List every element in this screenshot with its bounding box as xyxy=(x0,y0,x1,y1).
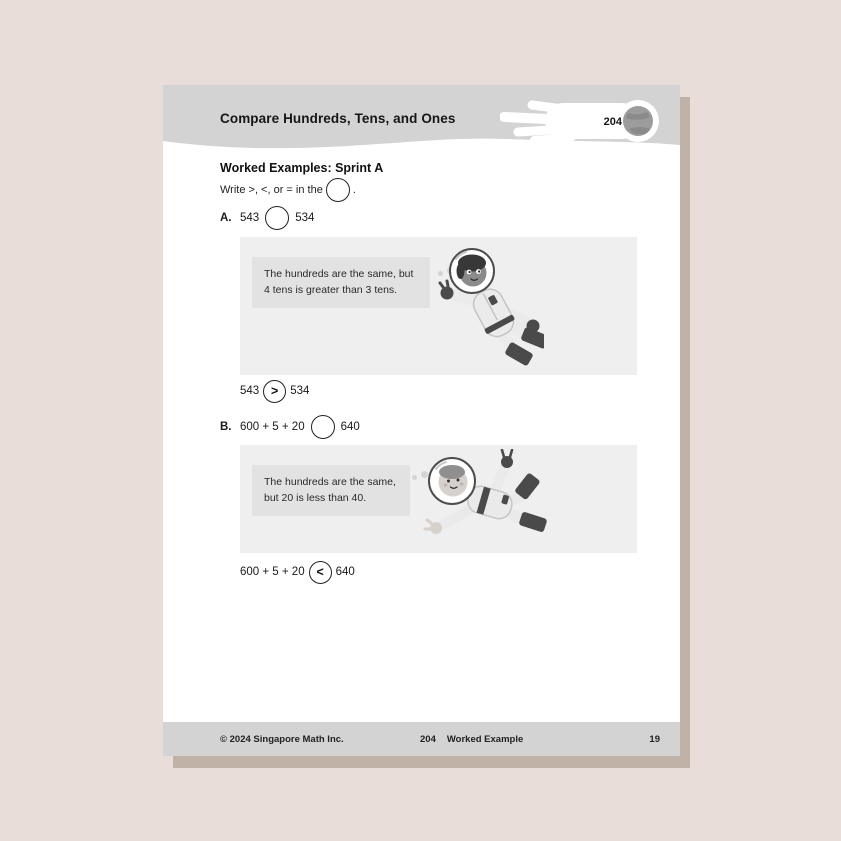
problem-a-left-value: 543 xyxy=(240,212,260,224)
problem-b-row xyxy=(220,413,360,441)
answer-a-symbol-circle xyxy=(263,380,286,403)
instruction-period: . xyxy=(352,184,356,196)
answer-b-left-value: 600 + 5 + 20 xyxy=(240,566,305,578)
footer-center-number: 204 xyxy=(420,734,436,745)
astronaut-b-illustration xyxy=(422,449,548,549)
copyright-text: © 2024 Singapore Math Inc. xyxy=(220,734,344,745)
comet-page-number: 204 xyxy=(603,116,622,128)
hint-a-line2: 4 tens is greater than 3 tens. xyxy=(264,284,398,297)
astronaut-a-illustration xyxy=(432,241,544,371)
hint-panel-a xyxy=(240,237,637,375)
answer-b-row xyxy=(240,559,355,585)
hint-panel-b xyxy=(240,445,637,553)
problem-b-right-value: 640 xyxy=(340,421,360,433)
answer-a-symbol: > xyxy=(271,384,279,398)
hint-b-line1: The hundreds are the same, xyxy=(264,476,396,488)
page-title: Compare Hundreds, Tens, and Ones xyxy=(220,111,456,126)
answer-b-right-value: 640 xyxy=(335,566,355,578)
workbook-page xyxy=(163,85,680,756)
answer-a-left-value: 543 xyxy=(240,385,260,397)
page-footer xyxy=(163,722,680,756)
asteroid-icon xyxy=(623,106,653,136)
section-heading: Worked Examples: Sprint A xyxy=(220,161,384,175)
problem-b-left-value: 600 + 5 + 20 xyxy=(240,421,305,433)
comet-illustration xyxy=(500,96,665,146)
problem-b-answer-circle xyxy=(311,415,335,439)
problem-b-label: B. xyxy=(220,421,232,433)
footer-center xyxy=(420,734,523,745)
hint-a-line1: The hundreds are the same, but xyxy=(264,268,414,280)
hint-b-line2: but 20 is less than 40. xyxy=(264,492,367,505)
answer-a-row xyxy=(240,378,309,404)
answer-b-symbol-circle xyxy=(309,561,332,584)
problem-a-answer-circle xyxy=(265,206,289,230)
answer-b-symbol: < xyxy=(316,565,324,579)
page-number: 19 xyxy=(649,734,660,745)
problem-a-label: A. xyxy=(220,212,232,224)
instruction-text: Write >, <, or = in the xyxy=(220,184,323,196)
answer-a-right-value: 534 xyxy=(290,385,310,397)
problem-a-right-value: 534 xyxy=(295,212,315,224)
speech-bubble-b xyxy=(252,465,410,516)
instruction-line xyxy=(220,176,356,204)
footer-center-label: Worked Example xyxy=(446,734,524,745)
speech-bubble-a xyxy=(252,257,430,308)
blank-answer-circle xyxy=(326,178,350,202)
problem-a-row xyxy=(220,204,314,232)
